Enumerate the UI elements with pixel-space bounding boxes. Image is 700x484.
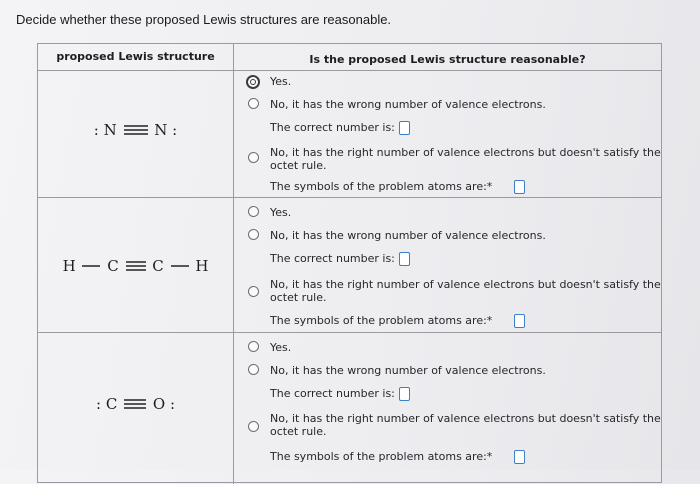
option-yes: Yes. [270, 341, 292, 354]
col-header-structure: proposed Lewis structure [56, 50, 215, 63]
structure-c2h2 [38, 256, 233, 275]
triple-bond [122, 124, 150, 136]
atom-left: : N [93, 121, 117, 139]
triple-bond [124, 260, 148, 272]
correct-number-input[interactable] [399, 387, 410, 401]
col-header-reasonable: Is the proposed Lewis structure reasonable? [309, 53, 586, 66]
option-octet-line2: octet rule. [270, 425, 327, 438]
radio-octet[interactable] [248, 421, 259, 432]
correct-number-row [270, 252, 410, 266]
table-header [38, 44, 661, 71]
correct-number-input[interactable] [399, 252, 410, 266]
problem-atoms-input[interactable] [514, 180, 525, 194]
correct-number-label: The correct number is: [270, 252, 395, 265]
radio-yes[interactable] [248, 341, 259, 352]
option-octet [270, 412, 661, 438]
option-octet-line1: No, it has the right number of valence electrons but doesn't satisfy the [270, 412, 661, 425]
problem-atoms-input[interactable] [514, 314, 525, 328]
option-yes: Yes. [270, 75, 292, 88]
radio-yes[interactable] [248, 206, 259, 217]
structure-co [38, 394, 233, 413]
structure-n2 [38, 120, 233, 139]
atom-c-right: C [152, 257, 164, 275]
single-bond [169, 260, 191, 272]
option-octet-line1: No, it has the right number of valence electrons but doesn't satisfy the [270, 278, 661, 291]
option-wrong-valence: No, it has the wrong number of valence electrons. [270, 364, 546, 377]
row-divider [38, 197, 661, 198]
option-yes: Yes. [270, 206, 292, 219]
problem-atoms-row [270, 180, 525, 194]
radio-octet[interactable] [248, 152, 259, 163]
problem-atoms-row [270, 450, 525, 464]
radio-yes-selected[interactable] [246, 75, 260, 89]
option-wrong-valence: No, it has the wrong number of valence electrons. [270, 98, 546, 111]
triple-bond [122, 398, 148, 410]
option-octet [270, 278, 661, 304]
problem-atoms-row [270, 314, 525, 328]
atom-left: : C [96, 395, 118, 413]
correct-number-row [270, 121, 410, 135]
correct-number-input[interactable] [399, 121, 410, 135]
radio-wrong-valence[interactable] [248, 98, 259, 109]
atom-right: N : [154, 121, 178, 139]
problem-atoms-label: The symbols of the problem atoms are:* [270, 314, 493, 327]
radio-wrong-valence[interactable] [248, 364, 259, 375]
question-text: Decide whether these proposed Lewis structures are reasonable. [16, 12, 392, 27]
correct-number-row [270, 387, 410, 401]
lewis-structure-table [37, 43, 662, 483]
problem-atoms-label: The symbols of the problem atoms are:* [270, 450, 493, 463]
problem-atoms-label: The symbols of the problem atoms are:* [270, 180, 493, 193]
row-divider [38, 332, 661, 333]
atom-c-left: C [107, 257, 119, 275]
column-divider [233, 44, 234, 484]
single-bond [80, 260, 102, 272]
atom-h-left: H [62, 257, 76, 275]
atom-h-right: H [195, 257, 209, 275]
atom-right: O : [152, 395, 175, 413]
radio-wrong-valence[interactable] [248, 229, 259, 240]
option-octet-line2: octet rule. [270, 159, 327, 172]
option-wrong-valence: No, it has the wrong number of valence electrons. [270, 229, 546, 242]
problem-atoms-input[interactable] [514, 450, 525, 464]
option-octet-line2: octet rule. [270, 291, 327, 304]
option-octet [270, 146, 661, 172]
correct-number-label: The correct number is: [270, 121, 395, 134]
radio-octet[interactable] [248, 286, 259, 297]
correct-number-label: The correct number is: [270, 387, 395, 400]
option-octet-line1: No, it has the right number of valence electrons but doesn't satisfy the [270, 146, 661, 159]
